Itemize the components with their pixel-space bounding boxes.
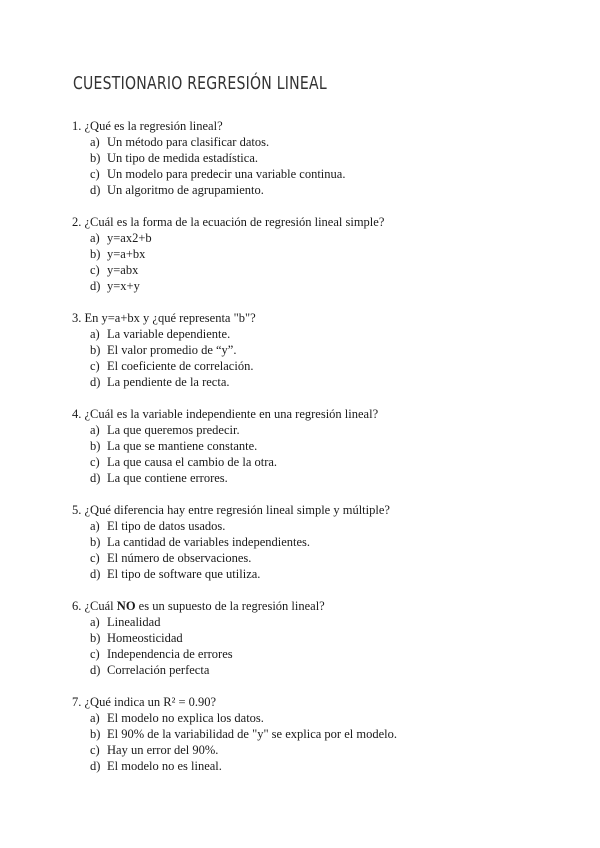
option-text: El modelo no explica los datos. bbox=[107, 711, 264, 725]
question-prompt: En y=a+bx y ¿qué representa "b"? bbox=[84, 311, 256, 325]
question-number: 3. bbox=[72, 311, 82, 325]
option-a bbox=[72, 134, 592, 150]
option-c bbox=[72, 454, 592, 470]
question-text bbox=[72, 118, 592, 134]
option-a bbox=[72, 518, 592, 534]
question-prompt-tail: es un supuesto de la regresión lineal? bbox=[135, 599, 325, 613]
option-list bbox=[72, 710, 592, 774]
question-text bbox=[72, 694, 592, 710]
option-letter: d) bbox=[90, 183, 101, 197]
question-6 bbox=[72, 598, 592, 678]
question-text bbox=[72, 310, 592, 326]
option-b bbox=[72, 150, 592, 166]
question-4 bbox=[72, 406, 592, 486]
option-text: y=x+y bbox=[107, 279, 140, 293]
option-d bbox=[72, 278, 592, 294]
option-letter: a) bbox=[90, 327, 100, 341]
option-letter: b) bbox=[90, 631, 101, 645]
option-c bbox=[72, 358, 592, 374]
option-text: Un modelo para predecir una variable continua. bbox=[107, 167, 346, 181]
question-prompt: ¿Qué indica un R² = 0.90? bbox=[84, 695, 217, 709]
option-b bbox=[72, 630, 592, 646]
option-d bbox=[72, 566, 592, 582]
option-text: El número de observaciones. bbox=[107, 551, 252, 565]
question-prompt: ¿Qué diferencia hay entre regresión lineal simple y múltiple? bbox=[84, 503, 390, 517]
option-d bbox=[72, 374, 592, 390]
option-letter: a) bbox=[90, 135, 100, 149]
question-number: 5. bbox=[72, 503, 82, 517]
question-number: 7. bbox=[72, 695, 82, 709]
option-a bbox=[72, 710, 592, 726]
question-text bbox=[72, 598, 592, 614]
option-letter: d) bbox=[90, 759, 101, 773]
option-d bbox=[72, 182, 592, 198]
question-text bbox=[72, 214, 592, 230]
option-c bbox=[72, 262, 592, 278]
option-letter: a) bbox=[90, 615, 100, 629]
option-d bbox=[72, 662, 592, 678]
option-letter: c) bbox=[90, 455, 100, 469]
option-text: y=a+bx bbox=[107, 247, 146, 261]
option-letter: b) bbox=[90, 151, 101, 165]
option-a bbox=[72, 422, 592, 438]
question-prompt: ¿Cuál bbox=[84, 599, 117, 613]
question-prompt: ¿Qué es la regresión lineal? bbox=[84, 119, 223, 133]
question-1 bbox=[72, 118, 592, 198]
option-c bbox=[72, 550, 592, 566]
option-letter: d) bbox=[90, 471, 101, 485]
question-prompt: ¿Cuál es la variable independiente en una regresión lineal? bbox=[84, 407, 379, 421]
option-text: El modelo no es lineal. bbox=[107, 759, 222, 773]
question-text bbox=[72, 406, 592, 422]
option-text: El tipo de software que utiliza. bbox=[107, 567, 261, 581]
question-number: 2. bbox=[72, 215, 82, 229]
option-text: La cantidad de variables independientes. bbox=[107, 535, 311, 549]
option-b bbox=[72, 726, 592, 742]
option-text: Un método para clasificar datos. bbox=[107, 135, 270, 149]
option-text: Linealidad bbox=[107, 615, 161, 629]
option-b bbox=[72, 342, 592, 358]
option-b bbox=[72, 438, 592, 454]
question-number: 6. bbox=[72, 599, 82, 613]
option-text: La variable dependiente. bbox=[107, 327, 231, 341]
option-letter: d) bbox=[90, 279, 101, 293]
option-d bbox=[72, 470, 592, 486]
option-d bbox=[72, 758, 592, 774]
option-list bbox=[72, 134, 592, 198]
option-text: El coeficiente de correlación. bbox=[107, 359, 254, 373]
option-letter: b) bbox=[90, 439, 101, 453]
question-5 bbox=[72, 502, 592, 582]
option-letter: c) bbox=[90, 167, 100, 181]
question-7 bbox=[72, 694, 592, 774]
option-list bbox=[72, 518, 592, 582]
option-letter: b) bbox=[90, 247, 101, 261]
option-letter: d) bbox=[90, 375, 101, 389]
option-text: La pendiente de la recta. bbox=[107, 375, 230, 389]
option-text: El valor promedio de “y”. bbox=[107, 343, 237, 357]
option-list bbox=[72, 422, 592, 486]
option-letter: a) bbox=[90, 423, 100, 437]
document-title: CUESTIONARIO REGRESIÓN LINEAL bbox=[73, 73, 327, 94]
option-letter: b) bbox=[90, 343, 101, 357]
option-b bbox=[72, 246, 592, 262]
option-c bbox=[72, 646, 592, 662]
question-number: 4. bbox=[72, 407, 82, 421]
option-letter: c) bbox=[90, 263, 100, 277]
option-c bbox=[72, 166, 592, 182]
option-text: La que causa el cambio de la otra. bbox=[107, 455, 278, 469]
option-list bbox=[72, 614, 592, 678]
option-letter: a) bbox=[90, 711, 100, 725]
question-3 bbox=[72, 310, 592, 390]
option-letter: a) bbox=[90, 231, 100, 245]
option-letter: a) bbox=[90, 519, 100, 533]
option-list bbox=[72, 326, 592, 390]
option-c bbox=[72, 742, 592, 758]
option-text: El 90% de la variabilidad de "y" se explica por el modelo. bbox=[107, 727, 397, 741]
option-a bbox=[72, 326, 592, 342]
option-text: y=ax2+b bbox=[107, 231, 152, 245]
question-2 bbox=[72, 214, 592, 294]
option-b bbox=[72, 534, 592, 550]
option-text: y=abx bbox=[107, 263, 139, 277]
option-a bbox=[72, 614, 592, 630]
option-letter: c) bbox=[90, 359, 100, 373]
option-a bbox=[72, 230, 592, 246]
option-letter: c) bbox=[90, 743, 100, 757]
option-text: Independencia de errores bbox=[107, 647, 233, 661]
option-text: Homeosticidad bbox=[107, 631, 183, 645]
option-text: Correlación perfecta bbox=[107, 663, 210, 677]
option-text: El tipo de datos usados. bbox=[107, 519, 226, 533]
option-list bbox=[72, 230, 592, 294]
option-letter: b) bbox=[90, 535, 101, 549]
question-text bbox=[72, 502, 592, 518]
option-letter: d) bbox=[90, 663, 101, 677]
option-letter: d) bbox=[90, 567, 101, 581]
question-list bbox=[72, 118, 592, 790]
option-text: La que queremos predecir. bbox=[107, 423, 240, 437]
option-text: Un tipo de medida estadística. bbox=[107, 151, 259, 165]
option-text: Un algoritmo de agrupamiento. bbox=[107, 183, 264, 197]
option-letter: c) bbox=[90, 551, 100, 565]
option-letter: c) bbox=[90, 647, 100, 661]
option-text: La que se mantiene constante. bbox=[107, 439, 258, 453]
option-text: La que contiene errores. bbox=[107, 471, 228, 485]
question-number: 1. bbox=[72, 119, 82, 133]
question-emphasis: NO bbox=[116, 599, 136, 613]
option-letter: b) bbox=[90, 727, 101, 741]
option-text: Hay un error del 90%. bbox=[107, 743, 219, 757]
question-prompt: ¿Cuál es la forma de la ecuación de regresión lineal simple? bbox=[84, 215, 385, 229]
